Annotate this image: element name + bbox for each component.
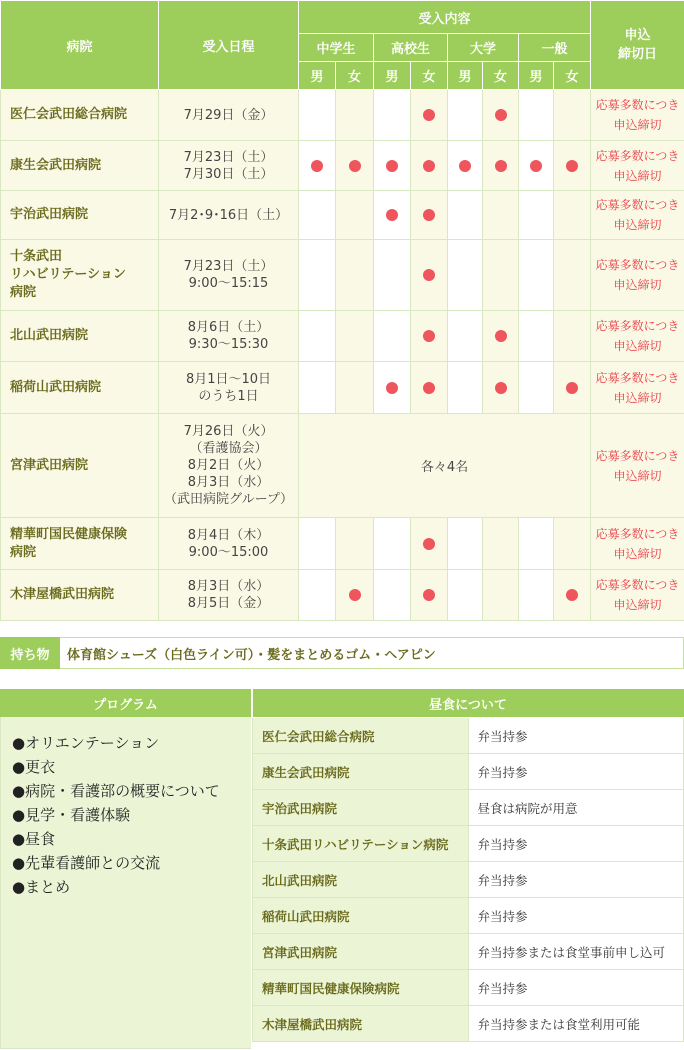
hospital-name: 木津屋橋武田病院 — [1, 570, 159, 621]
availability-cell — [448, 362, 483, 414]
sex-header: 男 — [299, 62, 336, 90]
lunch-note: 弁当持参 — [468, 862, 684, 898]
col-header-dates: 受入日程 — [159, 1, 299, 90]
available-dot-icon — [349, 589, 361, 601]
deadline-status: 応募多数につき 申込締切 — [591, 141, 684, 191]
availability-cell — [554, 191, 591, 240]
table-row — [253, 754, 684, 790]
available-dot-icon — [349, 160, 361, 172]
availability-cell — [554, 141, 591, 191]
availability-cell — [519, 311, 554, 362]
schedule-dates: 7月23日（土） 9:00〜15:15 — [159, 240, 299, 311]
availability-cell — [299, 570, 336, 621]
sex-header: 女 — [554, 62, 591, 90]
deadline-status: 応募多数につき 申込締切 — [591, 570, 684, 621]
group-header: 高校生 — [374, 34, 448, 62]
schedule-dates: 8月6日（土） 9:30〜15:30 — [159, 311, 299, 362]
table-row — [253, 790, 684, 826]
program-list — [12, 731, 251, 899]
lunch-title: 昼食について — [253, 689, 684, 718]
available-dot-icon — [423, 209, 435, 221]
available-dot-icon — [423, 538, 435, 550]
availability-cell — [519, 191, 554, 240]
availability-cell — [519, 518, 554, 570]
deadline-status: 応募多数につき 申込締切 — [591, 518, 684, 570]
available-dot-icon — [495, 382, 507, 394]
availability-cell — [299, 141, 336, 191]
table-row — [253, 1006, 684, 1042]
availability-cell — [483, 90, 519, 141]
available-dot-icon — [423, 160, 435, 172]
lunch-note: 弁当持参または食堂利用可能 — [468, 1006, 684, 1042]
lunch-hospital: 精華町国民健康保険病院 — [253, 970, 469, 1006]
available-dot-icon — [423, 109, 435, 121]
available-dot-icon — [423, 269, 435, 281]
availability-cell — [374, 362, 411, 414]
available-dot-icon — [423, 589, 435, 601]
availability-cell — [483, 240, 519, 311]
hospital-name: 十条武田 リハビリテーション 病院 — [1, 240, 159, 311]
availability-cell — [411, 240, 448, 311]
availability-cell — [448, 191, 483, 240]
lunch-table — [252, 689, 684, 1042]
availability-cell — [519, 240, 554, 311]
availability-cell — [299, 240, 336, 311]
availability-cell — [483, 570, 519, 621]
group-header: 一般 — [519, 34, 591, 62]
availability-cell — [483, 191, 519, 240]
availability-cell — [483, 311, 519, 362]
availability-cell — [411, 570, 448, 621]
hospital-name: 医仁会武田総合病院 — [1, 90, 159, 141]
availability-cell — [411, 362, 448, 414]
program-item: ●まとめ — [12, 878, 71, 896]
available-dot-icon — [423, 330, 435, 342]
program-item: ●先輩看護師との交流 — [12, 854, 161, 872]
sex-header: 女 — [411, 62, 448, 90]
availability-cell — [554, 240, 591, 311]
available-dot-icon — [566, 589, 578, 601]
lunch-note: 弁当持参または食堂事前申し込可 — [468, 934, 684, 970]
table-row — [1, 191, 684, 240]
available-dot-icon — [530, 160, 542, 172]
available-dot-icon — [495, 330, 507, 342]
table-row — [253, 934, 684, 970]
col-header-content: 受入内容 — [299, 1, 591, 34]
hospital-name: 北山武田病院 — [1, 311, 159, 362]
availability-cell — [336, 240, 374, 311]
lunch-note: 弁当持参 — [468, 754, 684, 790]
availability-cell — [411, 141, 448, 191]
sex-header: 女 — [336, 62, 374, 90]
lunch-note: 昼食は病院が用意 — [468, 790, 684, 826]
table-row — [1, 518, 684, 570]
availability-cell — [336, 311, 374, 362]
hospital-name: 宇治武田病院 — [1, 191, 159, 240]
belongings-value: 体育館シューズ（白色ライン可）・髪をまとめるゴム・ヘアピン — [60, 637, 684, 669]
availability-cell — [299, 362, 336, 414]
availability-cell — [554, 311, 591, 362]
group-header: 大学 — [448, 34, 519, 62]
belongings-label: 持ち物 — [0, 637, 60, 669]
table-row — [253, 862, 684, 898]
availability-cell — [374, 191, 411, 240]
sex-header: 男 — [519, 62, 554, 90]
availability-cell — [374, 311, 411, 362]
availability-cell — [448, 240, 483, 311]
lunch-hospital: 北山武田病院 — [253, 862, 469, 898]
availability-cell — [448, 141, 483, 191]
table-row — [1, 90, 684, 141]
schedule-dates: 7月23日（土） 7月30日（土） — [159, 141, 299, 191]
available-dot-icon — [566, 382, 578, 394]
table-row — [1, 141, 684, 191]
program-item: ●病院・看護部の概要について — [12, 782, 220, 800]
table-row — [1, 414, 684, 518]
deadline-status: 応募多数につき 申込締切 — [591, 90, 684, 141]
availability-cell — [448, 518, 483, 570]
table-row — [253, 898, 684, 934]
table-row — [1, 362, 684, 414]
availability-cell — [336, 362, 374, 414]
available-dot-icon — [311, 160, 323, 172]
availability-cell — [336, 518, 374, 570]
program-title: プログラム — [0, 689, 251, 717]
schedule-dates: 8月4日（木） 9:00〜15:00 — [159, 518, 299, 570]
availability-cell — [336, 570, 374, 621]
schedule-body — [1, 90, 684, 621]
sex-header: 女 — [483, 62, 519, 90]
availability-cell — [299, 191, 336, 240]
available-dot-icon — [459, 160, 471, 172]
availability-cell — [483, 518, 519, 570]
lunch-note: 弁当持参 — [468, 970, 684, 1006]
col-header-hospital: 病院 — [1, 1, 159, 90]
lunch-note: 弁当持参 — [468, 718, 684, 754]
availability-cell — [336, 141, 374, 191]
lunch-hospital: 木津屋橋武田病院 — [253, 1006, 469, 1042]
available-dot-icon — [423, 382, 435, 394]
hospital-name: 精華町国民健康保険 病院 — [1, 518, 159, 570]
available-dot-icon — [386, 160, 398, 172]
availability-cell — [554, 518, 591, 570]
program-item: ●見学・看護体験 — [12, 806, 131, 824]
belongings-bar — [0, 637, 684, 669]
table-row — [253, 970, 684, 1006]
availability-cell — [554, 362, 591, 414]
program-item: ●更衣 — [12, 758, 56, 776]
availability-cell — [519, 141, 554, 191]
availability-cell — [483, 362, 519, 414]
hospital-name: 宮津武田病院 — [1, 414, 159, 518]
deadline-status: 応募多数につき 申込締切 — [591, 191, 684, 240]
available-dot-icon — [495, 109, 507, 121]
available-dot-icon — [495, 160, 507, 172]
available-dot-icon — [566, 160, 578, 172]
sex-header: 男 — [448, 62, 483, 90]
availability-cell — [519, 90, 554, 141]
lunch-hospital: 宮津武田病院 — [253, 934, 469, 970]
lunch-note: 弁当持参 — [468, 898, 684, 934]
availability-cell — [554, 570, 591, 621]
capacity-text: 各々4名 — [299, 414, 591, 518]
table-row — [253, 718, 684, 754]
availability-cell — [448, 311, 483, 362]
availability-cell — [336, 191, 374, 240]
deadline-status: 応募多数につき 申込締切 — [591, 362, 684, 414]
col-header-deadline: 申込 締切日 — [591, 1, 684, 90]
schedule-dates: 8月3日（水） 8月5日（金） — [159, 570, 299, 621]
program-panel — [0, 689, 251, 1050]
schedule-dates: 7月2･9･16日（土） — [159, 191, 299, 240]
sex-header: 男 — [374, 62, 411, 90]
deadline-status: 応募多数につき 申込締切 — [591, 414, 684, 518]
schedule-dates: 7月26日（火） （看護協会） 8月2日（火） 8月3日（水） （武田病院グループ） — [159, 414, 299, 518]
deadline-status: 応募多数につき 申込締切 — [591, 240, 684, 311]
table-row — [1, 311, 684, 362]
availability-cell — [374, 240, 411, 311]
availability-cell — [299, 311, 336, 362]
lunch-hospital: 宇治武田病院 — [253, 790, 469, 826]
availability-cell — [374, 570, 411, 621]
available-dot-icon — [386, 209, 398, 221]
availability-cell — [374, 518, 411, 570]
hospital-name: 康生会武田病院 — [1, 141, 159, 191]
program-item: ●オリエンテーション — [12, 734, 160, 752]
availability-cell — [411, 518, 448, 570]
availability-cell — [336, 90, 374, 141]
availability-cell — [374, 141, 411, 191]
availability-cell — [483, 141, 519, 191]
deadline-status: 応募多数につき 申込締切 — [591, 311, 684, 362]
table-row — [1, 240, 684, 311]
lunch-hospital: 稲荷山武田病院 — [253, 898, 469, 934]
table-row — [1, 570, 684, 621]
group-header: 中学生 — [299, 34, 374, 62]
available-dot-icon — [386, 382, 398, 394]
availability-cell — [411, 311, 448, 362]
lunch-hospital: 十条武田リハビリテーション病院 — [253, 826, 469, 862]
availability-cell — [299, 90, 336, 141]
lunch-hospital: 医仁会武田総合病院 — [253, 718, 469, 754]
availability-cell — [519, 362, 554, 414]
program-item: ●昼食 — [12, 830, 56, 848]
table-row — [253, 826, 684, 862]
availability-cell — [411, 191, 448, 240]
schedule-dates: 7月29日（金） — [159, 90, 299, 141]
availability-cell — [519, 570, 554, 621]
availability-cell — [554, 90, 591, 141]
lunch-note: 弁当持参 — [468, 826, 684, 862]
availability-cell — [411, 90, 448, 141]
availability-cell — [448, 90, 483, 141]
program-body — [0, 717, 251, 1049]
availability-cell — [374, 90, 411, 141]
availability-cell — [299, 518, 336, 570]
schedule-dates: 8月1日〜10日 のうち1日 — [159, 362, 299, 414]
lunch-hospital: 康生会武田病院 — [253, 754, 469, 790]
availability-cell — [448, 570, 483, 621]
hospital-name: 稲荷山武田病院 — [1, 362, 159, 414]
